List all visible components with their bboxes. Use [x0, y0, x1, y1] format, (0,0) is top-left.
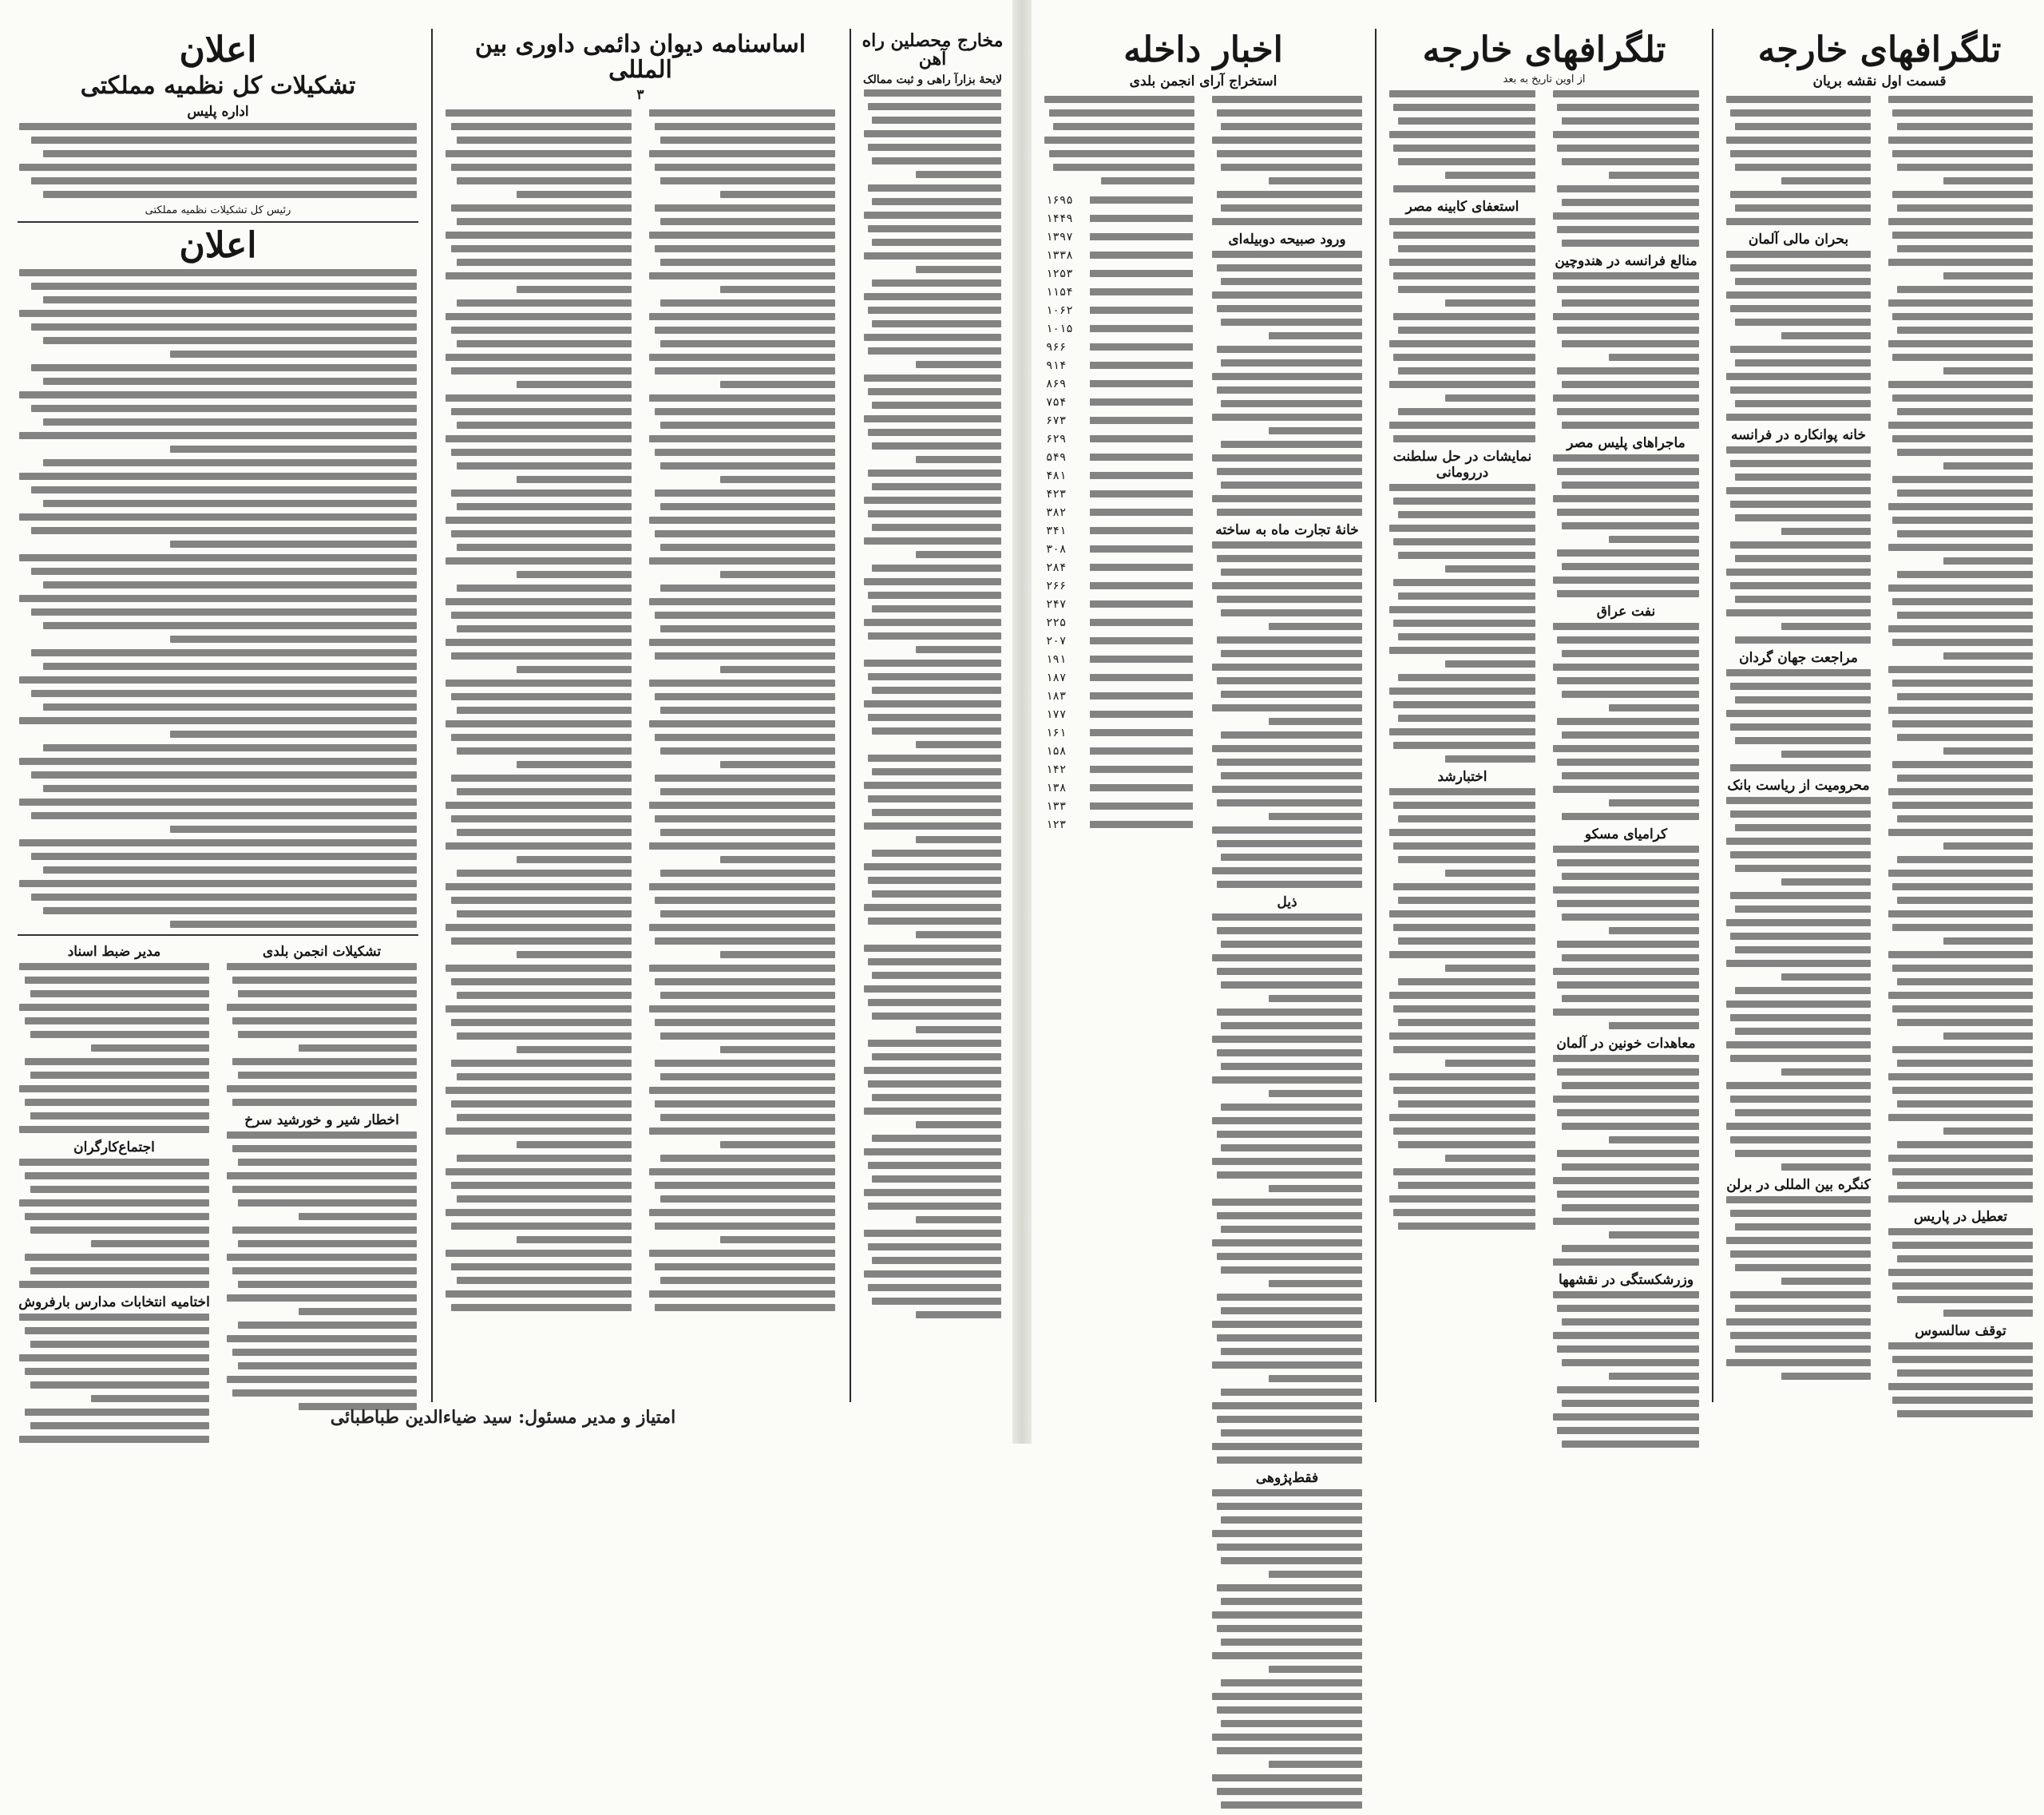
roster-row [1046, 503, 1193, 521]
police-subhead: اداره پلیس [187, 103, 249, 120]
roster-name [1090, 233, 1193, 240]
left-page [0, 0, 1012, 1444]
roster-name [1090, 307, 1193, 314]
roster-name [1090, 674, 1193, 681]
roster-name [1090, 325, 1193, 332]
railway-headline: مخارج محصلین راه آهن [862, 30, 1004, 70]
left-col-court-statute [441, 29, 840, 1402]
roster-name [1090, 545, 1193, 553]
roster-name [1090, 472, 1193, 479]
left-col-announcements [14, 29, 422, 1402]
announcement-headline-2: اعلان [179, 224, 257, 266]
roster-name [1090, 619, 1193, 626]
telegrams-2-note: از اوین تاریخ به بعد [1503, 73, 1586, 86]
roster-vote-count: ۱۴۴۹ [1046, 212, 1073, 225]
roster-vote-count: ۵۴۹ [1046, 450, 1067, 464]
roster-vote-count: ۱۳۸ [1046, 781, 1067, 795]
roster-row [1046, 687, 1193, 705]
roster-row [1046, 779, 1193, 797]
roster-row [1046, 228, 1193, 246]
police-headline: تشکیلات کل نظمیه مملکتی [80, 72, 356, 101]
roster-vote-count: ۱۳۳۸ [1046, 248, 1073, 262]
vote-roster [1046, 191, 1193, 834]
right-page [1032, 0, 2044, 1487]
roster-name [1090, 784, 1193, 791]
roster-row [1046, 723, 1193, 742]
section-title: مدیر ضبط اسناد [67, 943, 161, 960]
section-title: اختبارشد [1437, 769, 1487, 786]
roster-vote-count: ۱۸۳ [1046, 689, 1067, 703]
roster-name [1090, 270, 1193, 277]
section-title: استعفای کابینه مصر [1405, 199, 1519, 216]
section-title: محرومیت از ریاست بانک [1727, 778, 1870, 795]
roster-name [1090, 582, 1193, 589]
roster-name [1090, 527, 1193, 534]
roster-vote-count: ۲۲۵ [1046, 616, 1067, 629]
roster-vote-count: ۹۱۴ [1046, 359, 1067, 372]
roster-row [1046, 466, 1193, 485]
page-gutter [1012, 0, 1032, 1444]
roster-name [1090, 454, 1193, 461]
roster-vote-count: ۶۲۹ [1046, 432, 1067, 446]
roster-name [1090, 564, 1193, 571]
roster-name [1090, 435, 1193, 442]
court-statute-part: ۳ [636, 87, 644, 103]
roster-name [1090, 802, 1193, 810]
roster-name [1090, 692, 1193, 699]
roster-name [1090, 656, 1193, 663]
section-title: خانه پوانکاره در فرانسه [1731, 427, 1866, 444]
roster-vote-count: ۱۱۵۴ [1046, 285, 1073, 299]
section-title: خانهٔ تجارت ماه به ساخته [1215, 522, 1359, 539]
right-col-telegrams-1 [1721, 29, 2038, 1402]
roster-vote-count: ۱۳۳ [1046, 799, 1067, 813]
roster-name [1090, 711, 1193, 718]
section-title: وزرشکستگی در نقشهها [1558, 1272, 1694, 1289]
roster-row [1046, 668, 1193, 687]
roster-row [1046, 650, 1193, 668]
announcement-headline: اعلان [179, 30, 257, 70]
section-title: ذیل [1277, 894, 1297, 911]
roster-vote-count: ۲۴۷ [1046, 597, 1067, 611]
footer-banner: امتیاز و مدیر مسئول: سید ضیاءالدین طباطبائی [330, 1407, 676, 1428]
roster-row [1046, 632, 1193, 650]
roster-vote-count: ۴۲۳ [1046, 487, 1067, 501]
roster-row [1046, 374, 1193, 393]
section-title: بحران مالی آلمان [1748, 232, 1849, 248]
roster-name [1090, 747, 1193, 755]
roster-row [1046, 448, 1193, 466]
roster-vote-count: ۱۸۷ [1046, 671, 1067, 684]
police-body [19, 123, 417, 198]
roster-row [1046, 595, 1193, 613]
roster-vote-count: ۳۸۲ [1046, 505, 1067, 519]
roster-row [1046, 558, 1193, 577]
roster-row [1046, 209, 1193, 228]
roster-row [1046, 613, 1193, 632]
telegrams-1-subhead: قسمت اول نقشه بریان [1812, 73, 1947, 90]
roster-vote-count: ۸۶۹ [1046, 377, 1067, 390]
roster-row [1046, 797, 1193, 815]
section-title: توقف سالسوس [1915, 1323, 2006, 1340]
roster-name [1090, 215, 1193, 222]
railway-subhead: لایحهٔ بزارآ راهی و ثبت ممالک [863, 73, 1002, 87]
roster-name [1090, 637, 1193, 644]
section-title: مراجعت جهان گردان [1739, 650, 1858, 667]
roster-row [1046, 521, 1193, 540]
roster-row [1046, 356, 1193, 374]
roster-vote-count: ۲۰۷ [1046, 634, 1067, 648]
section-title: ورود صبیحه دوبیله‌ای [1228, 232, 1346, 248]
roster-vote-count: ۱۶۹۵ [1046, 193, 1073, 207]
section-title: کرامیای مسکو [1584, 826, 1668, 843]
roster-name [1090, 417, 1193, 424]
roster-vote-count: ۱۲۳ [1046, 818, 1067, 831]
roster-name [1090, 509, 1193, 516]
telegrams-headline-2: تلگرافهای خارجه [1422, 30, 1666, 70]
roster-name [1090, 490, 1193, 497]
right-col-telegrams-2 [1384, 29, 1704, 1402]
roster-vote-count: ۱۵۸ [1046, 744, 1067, 758]
roster-row [1046, 283, 1193, 301]
roster-name [1090, 729, 1193, 736]
internal-news-subhead: استخراج آرای انجمن بلدی [1129, 73, 1278, 90]
roster-row [1046, 705, 1193, 723]
roster-row [1046, 411, 1193, 430]
roster-row [1046, 264, 1193, 283]
roster-vote-count: ۲۶۶ [1046, 579, 1067, 592]
roster-row [1046, 742, 1193, 760]
roster-vote-count: ۴۸۱ [1046, 469, 1067, 482]
left-col-railway [859, 29, 1006, 1402]
roster-name [1090, 600, 1193, 608]
section-title: منالع فرانسه در هندوچین [1555, 253, 1697, 270]
section-title: فقط‌پژوهی [1255, 1470, 1319, 1487]
roster-vote-count: ۱۷۷ [1046, 707, 1067, 721]
right-col-internal-news [1040, 29, 1367, 1487]
roster-name [1090, 766, 1193, 773]
roster-vote-count: ۱۰۶۲ [1046, 303, 1073, 317]
roster-vote-count: ۶۷۳ [1046, 414, 1067, 427]
roster-row [1046, 760, 1193, 779]
roster-name [1090, 252, 1193, 259]
roster-row [1046, 301, 1193, 319]
roster-name [1090, 821, 1193, 828]
section-title: نفت عراق [1596, 604, 1656, 620]
roster-vote-count: ۷۵۴ [1046, 395, 1067, 409]
roster-vote-count: ۳۰۸ [1046, 542, 1067, 556]
roster-vote-count: ۱۳۹۷ [1046, 230, 1073, 244]
roster-row [1046, 191, 1193, 209]
roster-row [1046, 246, 1193, 264]
section-title: نمایشات در حل سلطنت دررومانی [1392, 449, 1532, 481]
roster-row [1046, 393, 1193, 411]
section-title: معاهدات خونین در آلمان [1556, 1036, 1696, 1052]
roster-vote-count: ۹۶۶ [1046, 340, 1067, 354]
internal-news-headline: اخبار داخله [1123, 30, 1283, 70]
section-title: تعطیل در پاریس [1913, 1209, 2008, 1226]
roster-name [1090, 362, 1193, 369]
roster-vote-count: ۲۸۴ [1046, 561, 1067, 574]
section-title: اخطار شیر و خورشید سرخ [244, 1112, 399, 1128]
roster-row [1046, 485, 1193, 503]
roster-name [1090, 380, 1193, 387]
announcement-body [19, 269, 417, 928]
roster-name [1090, 343, 1193, 351]
roster-vote-count: ۱۰۱۵ [1046, 322, 1073, 335]
roster-row [1046, 577, 1193, 595]
roster-row [1046, 338, 1193, 356]
police-signature: رئیس کل تشکیلات نظمیه مملکتی [145, 204, 291, 216]
roster-row [1046, 815, 1193, 834]
section-title: اجتماع‌کارگران [73, 1139, 155, 1155]
section-title: اختامیه انتخابات مدارس بارفروش [18, 1294, 210, 1310]
roster-vote-count: ۳۴۱ [1046, 524, 1067, 537]
telegrams-headline-1: تلگرافهای خارجه [1757, 30, 2002, 70]
roster-vote-count: ۱۶۱ [1046, 726, 1067, 739]
roster-vote-count: ۱۴۲ [1046, 763, 1067, 776]
section-title: کنگره بین المللی در برلن [1726, 1177, 1871, 1194]
roster-vote-count: ۱۲۵۳ [1046, 267, 1073, 280]
section-title: ماجراهای پلیس مصر [1567, 435, 1686, 452]
roster-name [1090, 196, 1193, 204]
court-statute-headline: اساسنامه دیوان دائمی داوری بین المللی [474, 30, 806, 84]
section-title: تشکیلات انجمن بلدی [262, 943, 382, 960]
roster-row [1046, 430, 1193, 448]
roster-vote-count: ۱۹۱ [1046, 652, 1067, 666]
roster-name [1090, 398, 1193, 406]
roster-row [1046, 319, 1193, 338]
roster-name [1090, 288, 1193, 295]
roster-row [1046, 540, 1193, 558]
